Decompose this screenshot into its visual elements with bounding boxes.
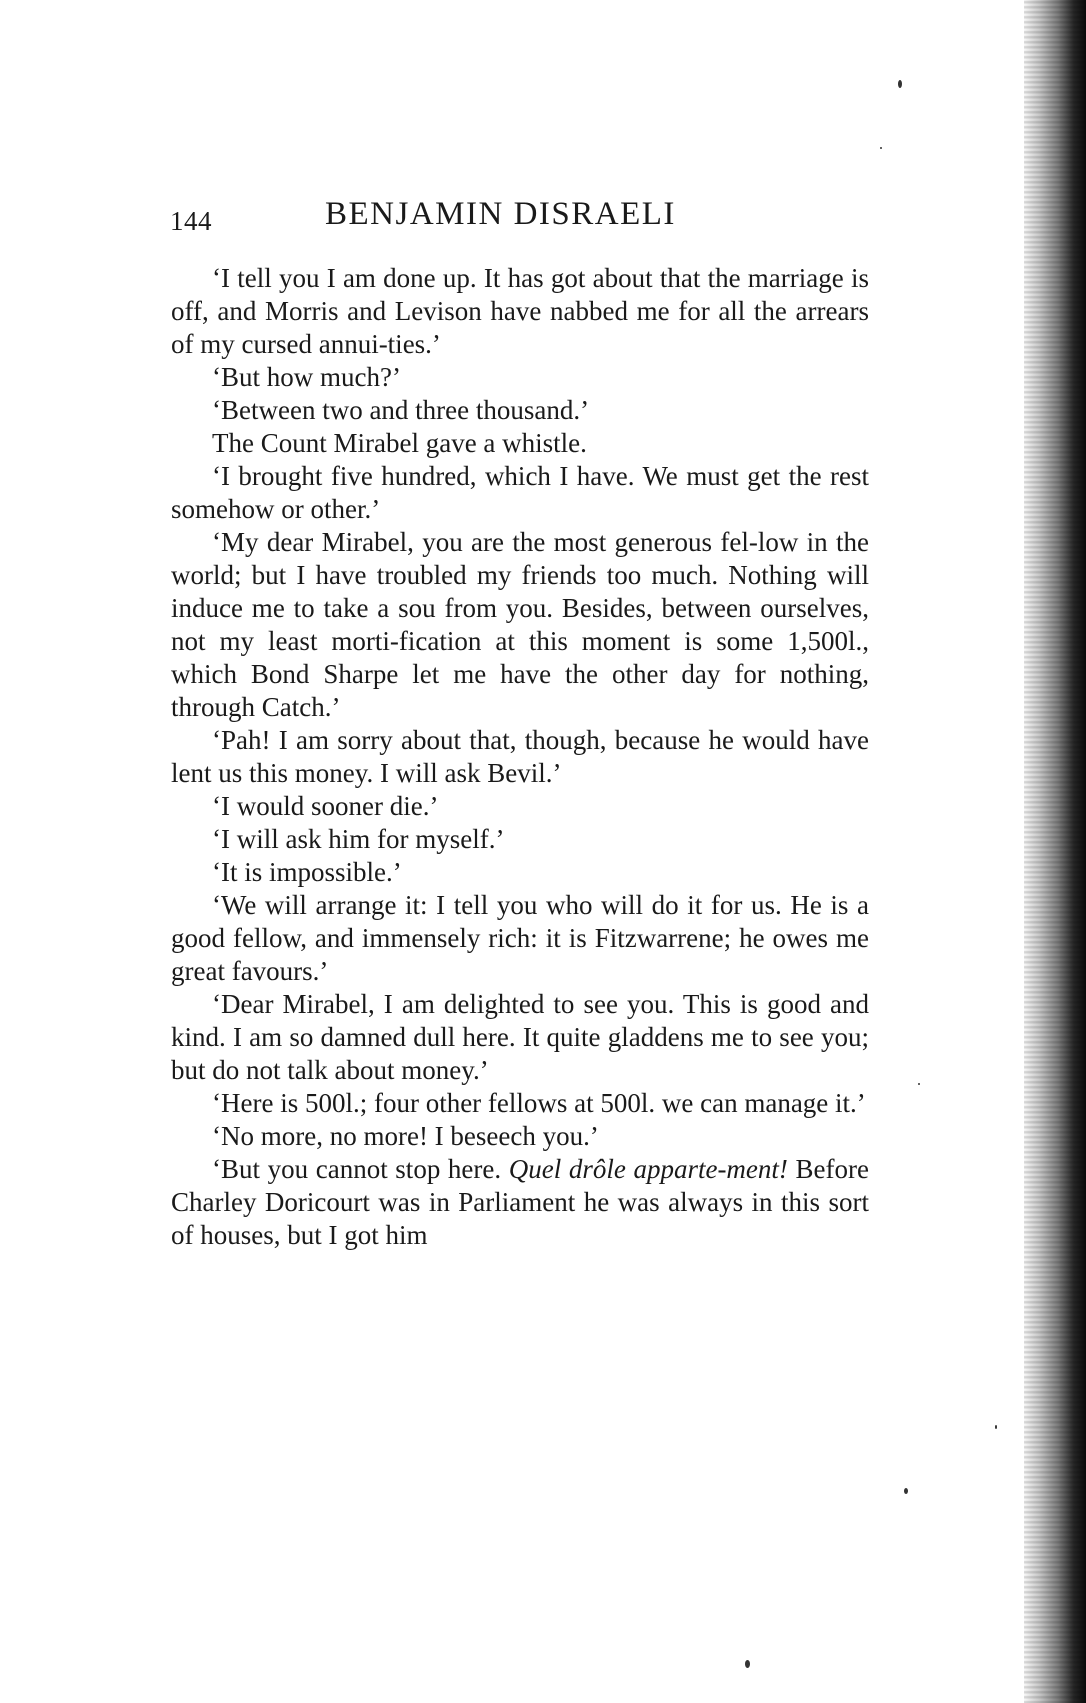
- ink-speck: [898, 80, 902, 88]
- paragraph: ‘It is impossible.’: [212, 857, 402, 887]
- body-text: [171, 262, 869, 1412]
- paragraph-last: [171, 1153, 869, 1252]
- ink-speck: [918, 1083, 920, 1085]
- paragraph-last-italic: Quel drôle apparte-ment!: [508, 1154, 788, 1184]
- ink-speck: [995, 1425, 997, 1429]
- paragraph: ‘We will arrange it: I tell you who will do it for us. He is a good fellow, and immensely rich: it is Fitzwarrene; he owes me great favours.’: [171, 890, 869, 986]
- paragraph: ‘I tell you I am done up. It has got about that the marriage is off, and Morris and Levison have nabbed me for all the arrears of my cursed annui-ties.’: [171, 263, 869, 359]
- paragraph: ‘My dear Mirabel, you are the most generous fel-low in the world; but I have troubled my friends too much. Nothing will induce me to take a sou from you. Besides, between ourselves, not my least morti-fication at this moment is some 1,500l., which Bond Sharpe let me have the other day for nothing, through Catch.’: [171, 527, 869, 722]
- paragraph: ‘I would sooner die.’: [212, 791, 439, 821]
- paragraph: ‘Pah! I am sorry about that, though, because he would have lent us this money. I will ask Bevil.’: [171, 725, 869, 788]
- ink-speck: [880, 147, 882, 149]
- running-title: BENJAMIN DISRAELI: [325, 196, 676, 232]
- running-head: [170, 196, 870, 240]
- ink-speck: [745, 1660, 750, 1668]
- paragraph: ‘Dear Mirabel, I am delighted to see you. This is good and kind. I am so damned dull here. It quite gladdens me to see you; but do not talk about money.’: [171, 989, 869, 1085]
- paragraph: The Count Mirabel gave a whistle.: [212, 428, 587, 458]
- binding-shadow: [1024, 0, 1086, 1703]
- paragraph: ‘I will ask him for myself.’: [212, 824, 505, 854]
- paragraph: ‘Here is 500l.; four other fellows at 500l. we can manage it.’: [212, 1088, 866, 1118]
- paragraph: ‘But how much?’: [212, 362, 401, 392]
- ink-speck: [904, 1488, 908, 1494]
- page-number: 144: [170, 206, 212, 236]
- paragraph: ‘I brought five hundred, which I have. We must get the rest somehow or other.’: [171, 461, 869, 524]
- paragraph-last-rest: Before Charley Doricourt was in Parliament he was always in this sort of houses, but I got him: [171, 1154, 869, 1250]
- paragraph: ‘Between two and three thousand.’: [212, 395, 590, 425]
- paragraph: ‘No more, no more! I beseech you.’: [212, 1121, 599, 1151]
- paragraph-last-lead: ‘But you cannot stop here.: [212, 1154, 509, 1184]
